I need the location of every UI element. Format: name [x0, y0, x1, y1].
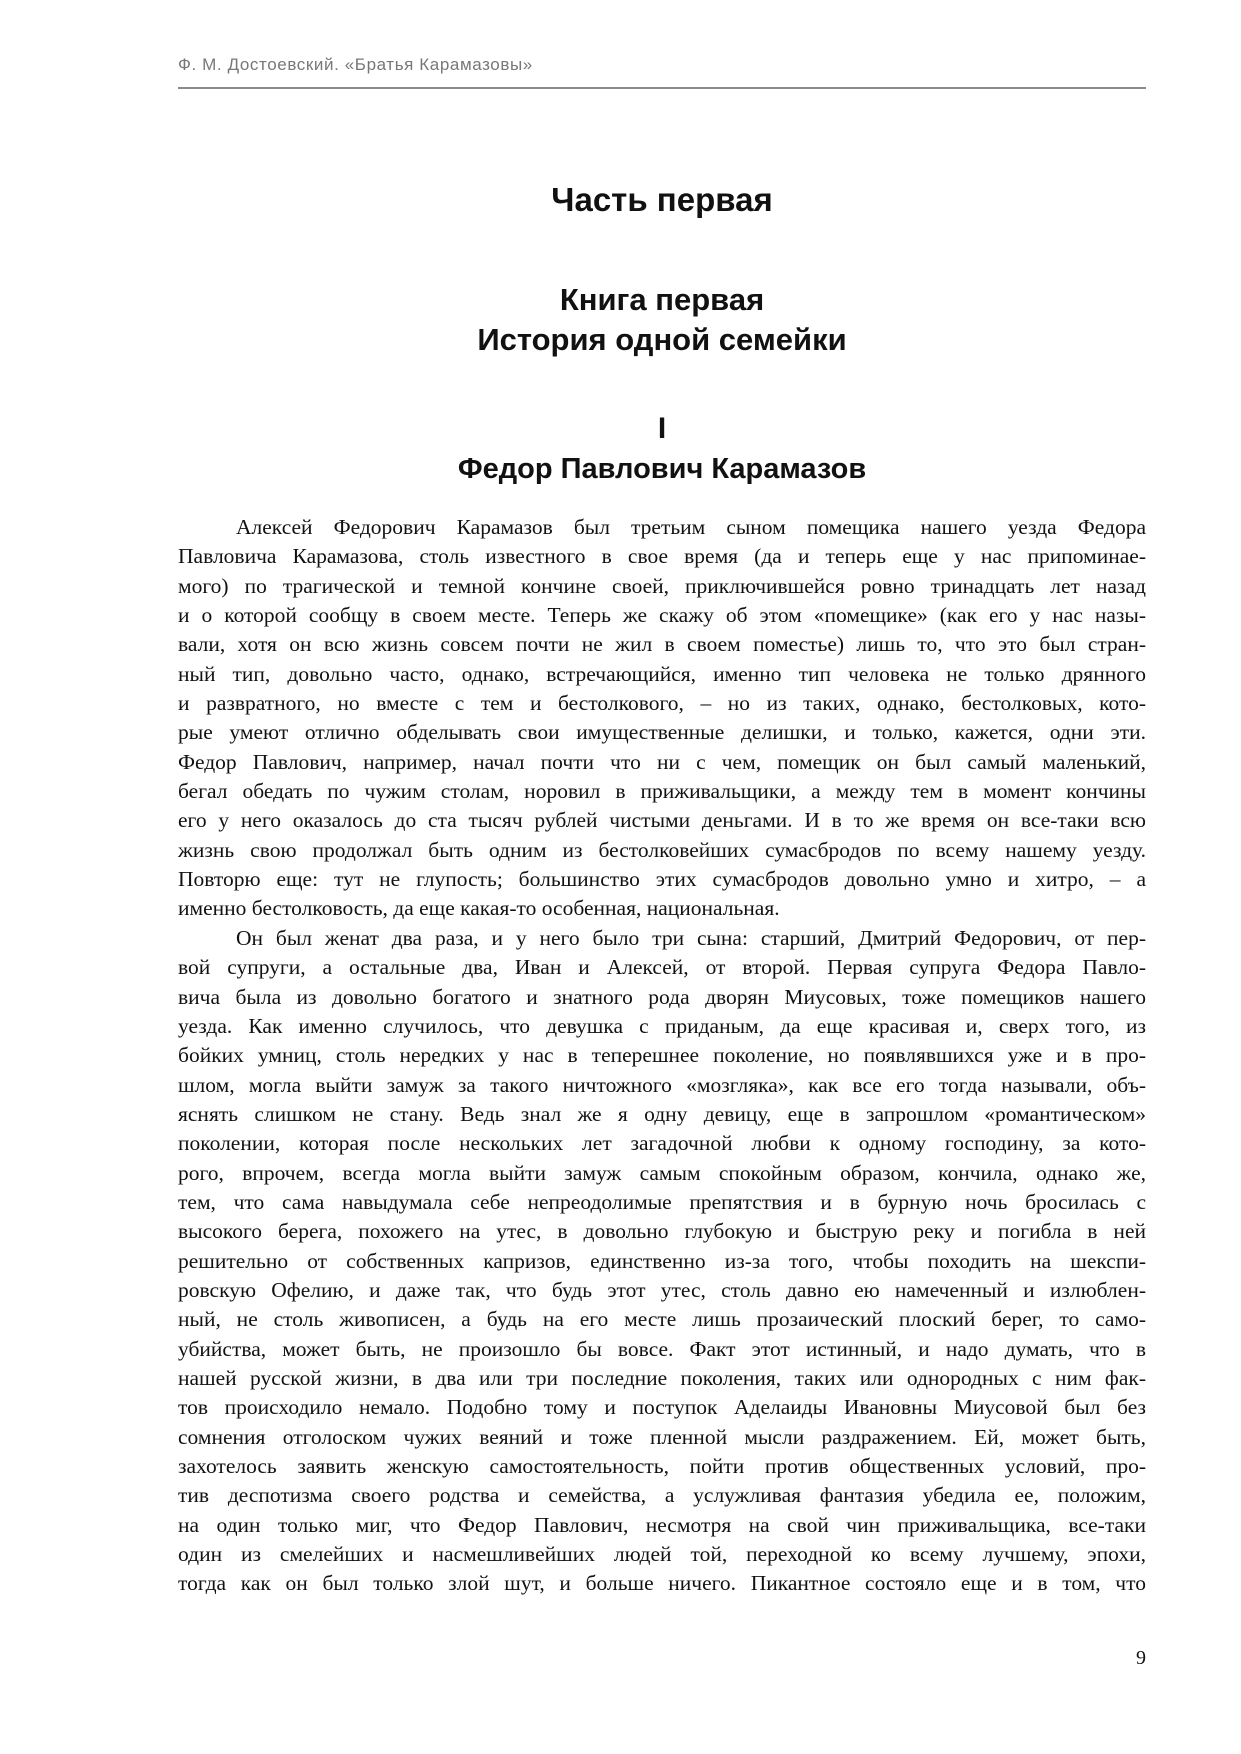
text-line: убийства, может быть, не произошло бы вовсе. Факт этот истинный, и надо думать, что в	[178, 1336, 1146, 1361]
text-line: поколении, которая после нескольких лет загадочной любви к одному господину, за кото-	[178, 1131, 1146, 1156]
page-number: 9	[1136, 1647, 1146, 1669]
running-header: Ф. М. Достоевский. «Братья Карамазовы»	[178, 55, 533, 74]
text-line: Алексей Федорович Карамазов был третьим сыном помещика нашего уезда Федора	[236, 515, 1146, 539]
text-line: Федор Павлович, например, начал почти что ни с чем, помещик он был самый маленький,	[178, 749, 1146, 774]
text-line: Павловича Карамазова, столь известного в свое время (да и теперь еще у нас припоминае-	[178, 544, 1146, 569]
chapter-number: I	[657, 412, 667, 445]
text-line: мого) по трагической и темной кончине своей, приключившейся ровно тринадцать лет назад	[178, 573, 1146, 598]
text-line: нашей русской жизни, в два или три последние поколения, таких или однородных с ним фак-	[178, 1365, 1146, 1390]
header-rule	[178, 87, 1146, 89]
text-line: вой супруги, а остальные два, Иван и Алексей, от второй. Первая супруга Федора Павло-	[178, 955, 1146, 980]
text-line: и развратного, но вместе с тем и бестолкового, – но из таких, однако, бестолковых, кото-	[178, 691, 1146, 716]
text-line: ровскую Офелию, и даже так, что будь этот утес, столь давно ею намеченный и излюблен-	[178, 1277, 1146, 1302]
text-line: Повторю еще: тут не глупость; большинство этих сумасбродов довольно умно и хитро, – а	[178, 867, 1146, 892]
text-line: высокого берега, похожего на утес, в довольно глубокую и быструю реку и погибла в ней	[178, 1219, 1146, 1244]
text-line: именно бестолковость, да еще какая-то особенная, национальная.	[178, 896, 780, 921]
text-line: Он был женат два раза, и у него было три сына: старший, Дмитрий Федорович, от пер-	[236, 925, 1146, 950]
text-line: шлом, могла выйти замуж за такого ничтожного «мозгляка», как все его тогда называли, объ-	[178, 1072, 1146, 1097]
text-line: жизнь свою продолжал быть одним из бестолковейших сумасбродов по всему нашему уезду.	[178, 837, 1146, 862]
body-text	[178, 513, 1146, 1599]
text-line: тогда как он был только злой шут, и больше ничего. Пикантное состояло еще и в том, что	[178, 1571, 1146, 1596]
text-line: сомнения отголоском чужих веяний и тоже пленной мысли раздражением. Ей, может быть,	[178, 1424, 1146, 1449]
text-line: рые умеют отлично обделывать свои имущественные делишки, и только, кажется, одни эти.	[178, 720, 1146, 745]
book-title: Книга первая	[559, 282, 765, 317]
text-line: бойких умниц, столь нередких у нас в теперешнее поколение, но появлявшихся уже и в про-	[178, 1043, 1146, 1068]
paragraph-1	[178, 513, 1146, 924]
text-line: яснять слишком не стану. Ведь знал же я одну девицу, еще в запрошлом «романтическом»	[178, 1101, 1146, 1126]
text-line: тем, что сама навыдумала себе непреодолимые препятствия и в бурную ночь бросилась с	[178, 1189, 1146, 1214]
part-title: Часть первая	[551, 181, 773, 218]
chapter-title: Федор Павлович Карамазов	[457, 453, 867, 485]
text-line: бегал обедать по чужим столам, норовил в приживальщики, а между тем в момент кончины	[178, 779, 1146, 804]
text-line: на один только миг, что Федор Павлович, несмотря на свой чин приживальщика, все-таки	[178, 1512, 1146, 1537]
text-line: уезда. Как именно случилось, что девушка с приданым, да еще красивая и, сверх того, из	[178, 1013, 1146, 1038]
text-line: решительно от собственных капризов, единственно из-за того, чтобы походить на шекспи-	[178, 1248, 1146, 1273]
text-line: ный тип, довольно часто, однако, встречающийся, именно тип человека не только дрянного	[178, 661, 1146, 686]
book-subtitle: История одной семейки	[477, 322, 847, 357]
text-line: ный, не столь живописен, а будь на его месте лишь прозаический плоский берег, то само-	[178, 1307, 1146, 1332]
text-line: рого, впрочем, всегда могла выйти замуж самым спокойным образом, кончила, однако же,	[178, 1160, 1146, 1185]
text-line: вича была из довольно богатого и знатного рода дворян Миусовых, тоже помещиков нашего	[178, 984, 1146, 1009]
text-line: вали, хотя он всю жизнь совсем почти не жил в своем поместье) лишь то, что это был стран-	[178, 632, 1146, 657]
paragraph-2	[178, 924, 1146, 1599]
text-line: тов происходило немало. Подобно тому и поступок Аделаиды Ивановны Миусовой был без	[178, 1395, 1146, 1420]
text-line: захотелось заявить женскую самостоятельность, пойти против общественных условий, про-	[178, 1454, 1146, 1478]
text-line: тив деспотизма своего родства и семейства, а услужливая фантазия убедила ее, положим,	[178, 1483, 1146, 1508]
text-line: и о которой сообщу в своем месте. Теперь же скажу об этом «помещике» (как его у нас назы-	[178, 603, 1146, 628]
text-line: его у него оказалось до ста тысяч рублей чистыми деньгами. И в то же время он все-таки всю	[178, 808, 1146, 833]
text-line: один из смелейших и насмешливейших людей той, переходной ко всему лучшему, эпохи,	[178, 1542, 1146, 1567]
